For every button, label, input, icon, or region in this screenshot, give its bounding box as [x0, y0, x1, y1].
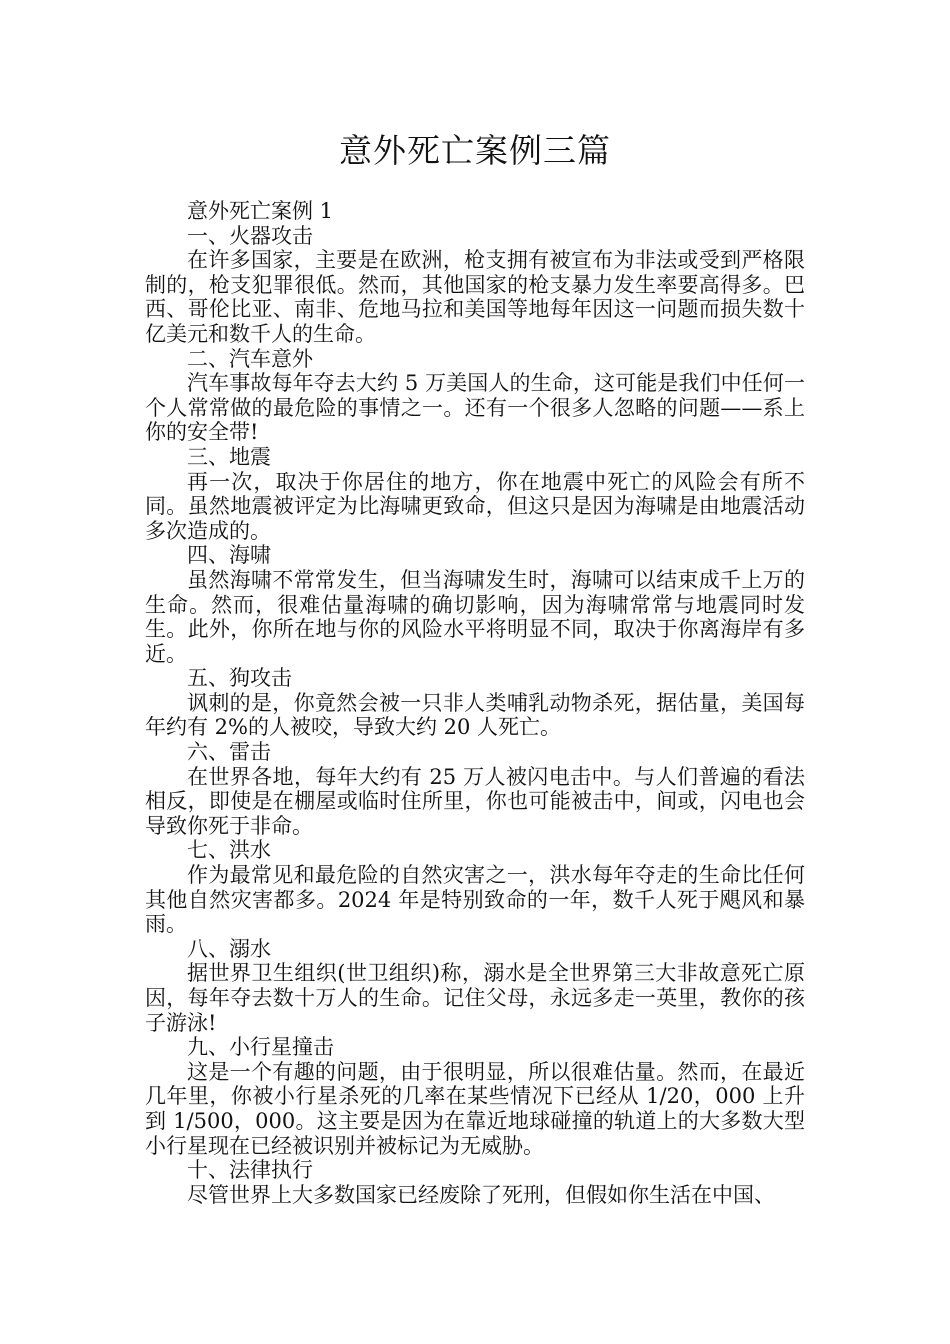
section-paragraph: 在许多国家，主要是在欧洲，枪支拥有被宣布为非法或受到严格限制的，枪支犯罪很低。然而，其他国家的枪支暴力发生率要高得多。巴西、哥伦比亚、南非、危地马拉和美国等地每年因这一问题而损失数十亿美元和数千人的生命。: [145, 248, 805, 346]
section-heading: 十、法律执行: [187, 1158, 313, 1183]
section-heading: 五、狗攻击: [187, 666, 292, 691]
section-paragraph: 尽管世界上大多数国家已经废除了死刑，但假如你生活在中国、: [187, 1182, 775, 1207]
section-paragraph: 汽车事故每年夺去大约 5 万美国人的生命，这可能是我们中任何一个人常常做的最危险的事情之一。还有一个很多人忽略的问题——系上你的安全带!: [145, 371, 805, 445]
case-heading: 意外死亡案例 1: [187, 199, 334, 223]
section-paragraph: 讽刺的是，你竟然会被一只非人类哺乳动物杀死，据估量，美国每年约有 2%的人被咬，导致大约 20 人死亡。: [145, 690, 805, 740]
section-heading: 七、洪水: [187, 838, 271, 863]
section-paragraph: 再一次，取决于你居住的地方，你在地震中死亡的风险会有所不同。虽然地震被评定为比海啸更致命，但这只是因为海啸是由地震活动多次造成的。: [145, 469, 805, 543]
section-paragraph: 这是一个有趣的问题，由于很明显，所以很难估量。然而，在最近几年里，你被小行星杀死的几率在某些情况下已经从 1/20，000 上升到 1/500，000。这主要是因为在靠近地球碰撞的轨道上的大多数大型小行星现在已经被识别并被标记为无威胁。: [145, 1059, 805, 1158]
document-body: [145, 199, 805, 1207]
section-paragraph: 作为最常见和最危险的自然灾害之一，洪水每年夺走的生命比任何其他自然灾害都多。2024 年是特别致命的一年，数千人死于飓风和暴雨。: [145, 863, 805, 937]
section-paragraph: 虽然海啸不常常发生，但当海啸发生时，海啸可以结束成千上万的生命。然而，很难估量海啸的确切影响，因为海啸常常与地震同时发生。此外，你所在地与你的风险水平将明显不同，取决于你离海岸有多近。: [145, 567, 805, 666]
section-heading: 四、海啸: [187, 543, 271, 568]
section-heading: 九、小行星撞击: [187, 1035, 334, 1060]
section-heading: 八、溺水: [187, 936, 271, 961]
section-heading: 一、火器攻击: [187, 223, 313, 248]
section-paragraph: 据世界卫生组织(世卫组织)称，溺水是全世界第三大非故意死亡原因，每年夺去数十万人的生命。记住父母，永远多走一英里，教你的孩子游泳!: [145, 961, 805, 1035]
section-heading: 六、雷击: [187, 740, 271, 765]
section-heading: 三、地震: [187, 444, 271, 469]
section-heading: 二、汽车意外: [187, 346, 313, 371]
document-title: 意外死亡案例三篇: [339, 131, 611, 170]
section-paragraph: 在世界各地，每年大约有 25 万人被闪电击中。与人们普遍的看法相反，即使是在棚屋或临时住所里，你也可能被击中，间或，闪电也会导致你死于非命。: [145, 764, 805, 838]
